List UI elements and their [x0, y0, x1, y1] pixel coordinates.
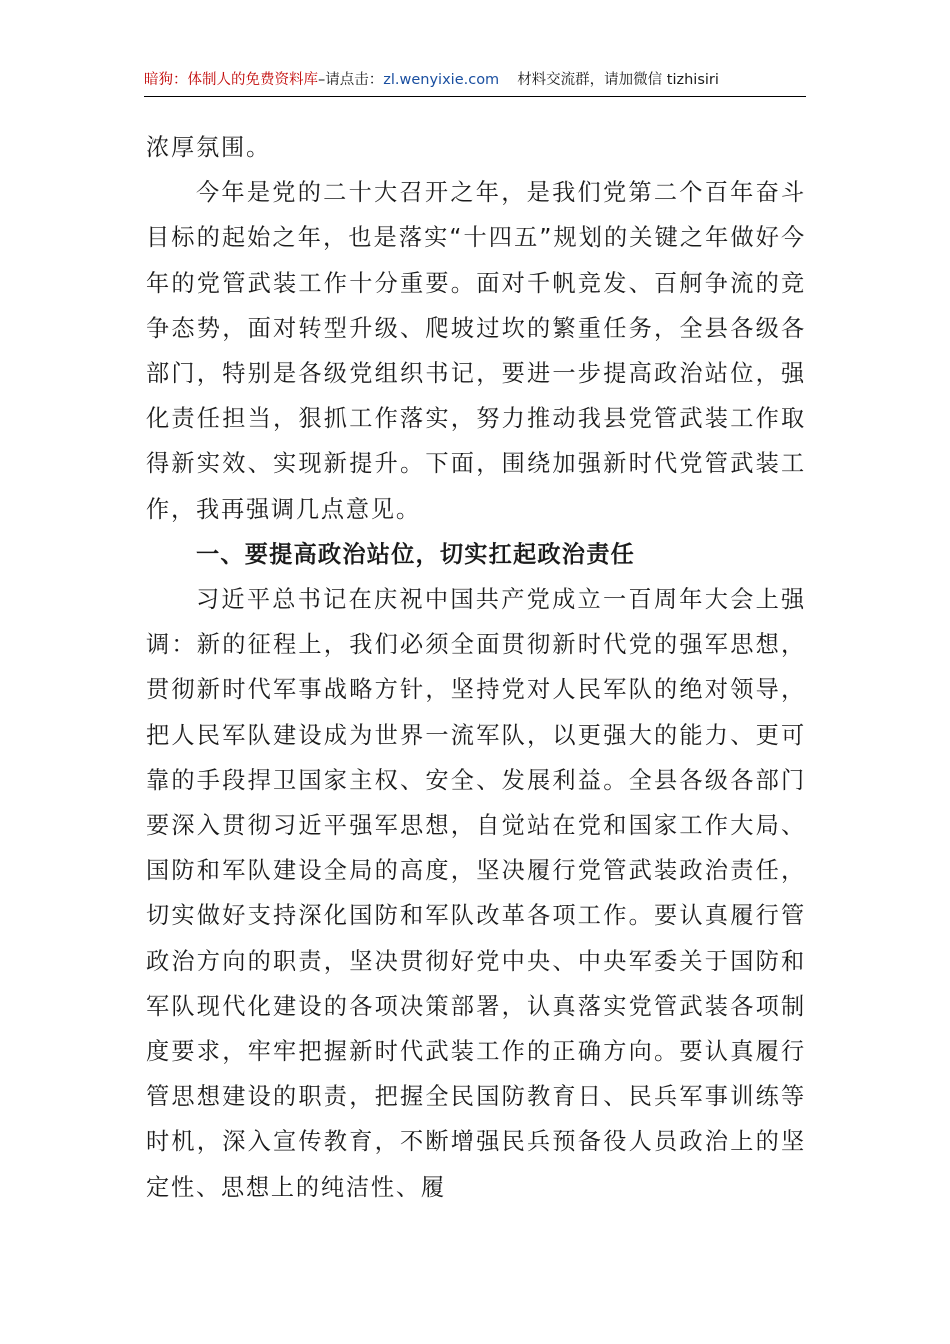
paragraph-intro: 今年是党的二十大召开之年，是我们党第二个百年奋斗目标的起始之年，也是落实“十四五”规划的关键之年做好今年的党管武装工作十分重要。面对千帆竞发、百舸争流的竞争态势，面对转型升级、爬坡过坎的繁重任务，全县各级各部门，特别是各级党组织书记，要进一步提高政治站位，强化责任担当，狠抓工作落实，努力推动我县党管武装工作取得新实效、实现新提升。下面，围绕加强新时代党管武装工作，我再强调几点意见。 — [146, 179, 806, 523]
section-heading-1: 一、要提高政治站位，切实扛起政治责任 — [196, 540, 635, 568]
header-divider — [144, 96, 806, 97]
page-header — [144, 70, 806, 96]
header-separator: –请点击： — [318, 72, 384, 88]
paragraph-continuation: 浓厚氛围。 — [146, 134, 271, 161]
header-note: 材料交流群，请加微信 tizhisiri — [517, 72, 719, 88]
paragraph-section-1: 习近平总书记在庆祝中国共产党成立一百周年大会上强调：新的征程上，我们必须全面贯彻新时代党的强军思想，贯彻新时代军事战略方针，坚持党对人民军队的绝对领导，把人民军队建设成为世界一流军队，以更强大的能力、更可靠的手段捍卫国家主权、安全、发展利益。全县各级各部门要深入贯彻习近平强军思想，自觉站在党和国家工作大局、国防和军队建设全局的高度，坚决履行党管武装政治责任，切实做好支持深化国防和军队改革各项工作。要认真履行管政治方向的职责，坚决贯彻好党中央、中央军委关于国防和军队现代化建设的各项决策部署，认真落实党管武装各项制度要求，牢牢把握新时代武装工作的正确方向。要认真履行管思想建设的职责，把握全民国防教育日、民兵军事训练等时机，深入宣传教育，不断增强民兵预备役人员政治上的坚定性、思想上的纯洁性、履 — [146, 586, 806, 1201]
header-link[interactable]: zl.wenyixie.com — [383, 72, 500, 88]
header-brand: 暗狗：体制人的免费资料库 — [144, 72, 318, 88]
document-body — [146, 125, 806, 1210]
